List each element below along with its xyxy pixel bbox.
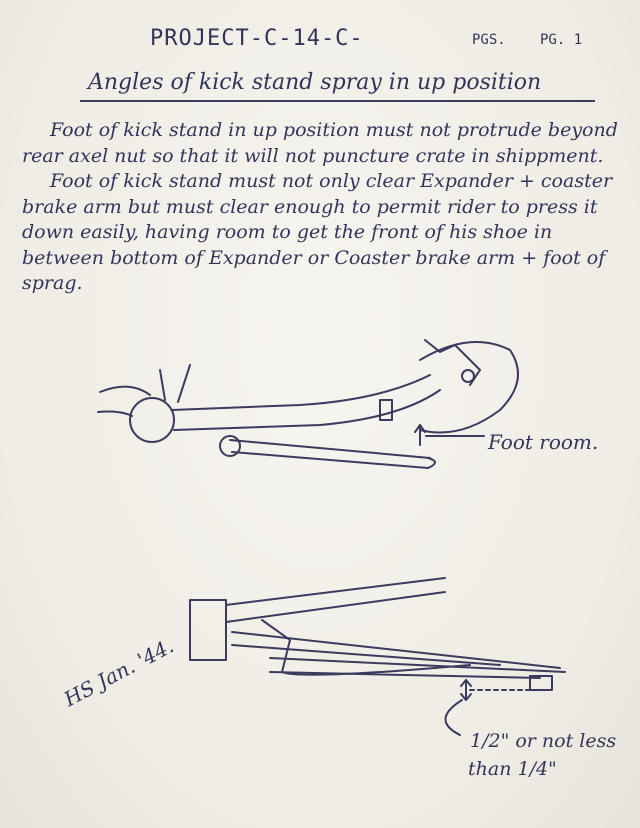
upper-tube-b bbox=[226, 592, 445, 622]
foot-room-label: Foot room. bbox=[488, 430, 599, 454]
note-paragraph-2: Foot of kick stand must not only clear Expander + coaster brake arm but must clear enough to permit rider to press it down easily, having room to get the front of his shoe in between bottom of Expander or Coaster brake arm + foot of sprag. bbox=[22, 170, 613, 294]
dropout-loop bbox=[420, 342, 518, 433]
clearance-label-line1: 1/2" or not less bbox=[470, 730, 617, 752]
stand-clamp bbox=[380, 400, 392, 420]
frame-block bbox=[190, 600, 226, 660]
frame-tube-upper bbox=[100, 387, 150, 395]
lower-sketch bbox=[190, 578, 565, 735]
clearance-leader bbox=[445, 700, 462, 735]
page-subtitle: Angles of kick stand spray in up position bbox=[88, 70, 542, 95]
page-number: PG. 1 bbox=[540, 32, 583, 48]
pages-label: PGS. bbox=[472, 32, 506, 48]
lower-stand-a bbox=[232, 632, 560, 668]
signature-date: HS Jan. '44. bbox=[60, 633, 178, 712]
brake-arm bbox=[425, 340, 480, 385]
chain-stay-bottom bbox=[174, 390, 440, 430]
kickstand-leg-top bbox=[230, 440, 430, 458]
frame-tube-lower bbox=[98, 412, 132, 417]
project-title: PROJECT-C-14-C- bbox=[150, 26, 364, 51]
kickstand-pivot bbox=[220, 436, 240, 456]
upper-tube-a bbox=[226, 578, 445, 605]
note-paragraph-1: Foot of kick stand in up position must not protrude beyond rear axel nut so that it will not puncture crate in shippment. bbox=[22, 119, 618, 167]
seat-stay-right bbox=[178, 365, 190, 402]
clearance-label-line2: than 1/4" bbox=[468, 758, 557, 780]
upper-sketch bbox=[98, 340, 518, 468]
bottom-bracket-circle bbox=[130, 398, 174, 442]
kickstand-foot bbox=[428, 458, 435, 468]
seat-stay-left bbox=[160, 370, 165, 400]
